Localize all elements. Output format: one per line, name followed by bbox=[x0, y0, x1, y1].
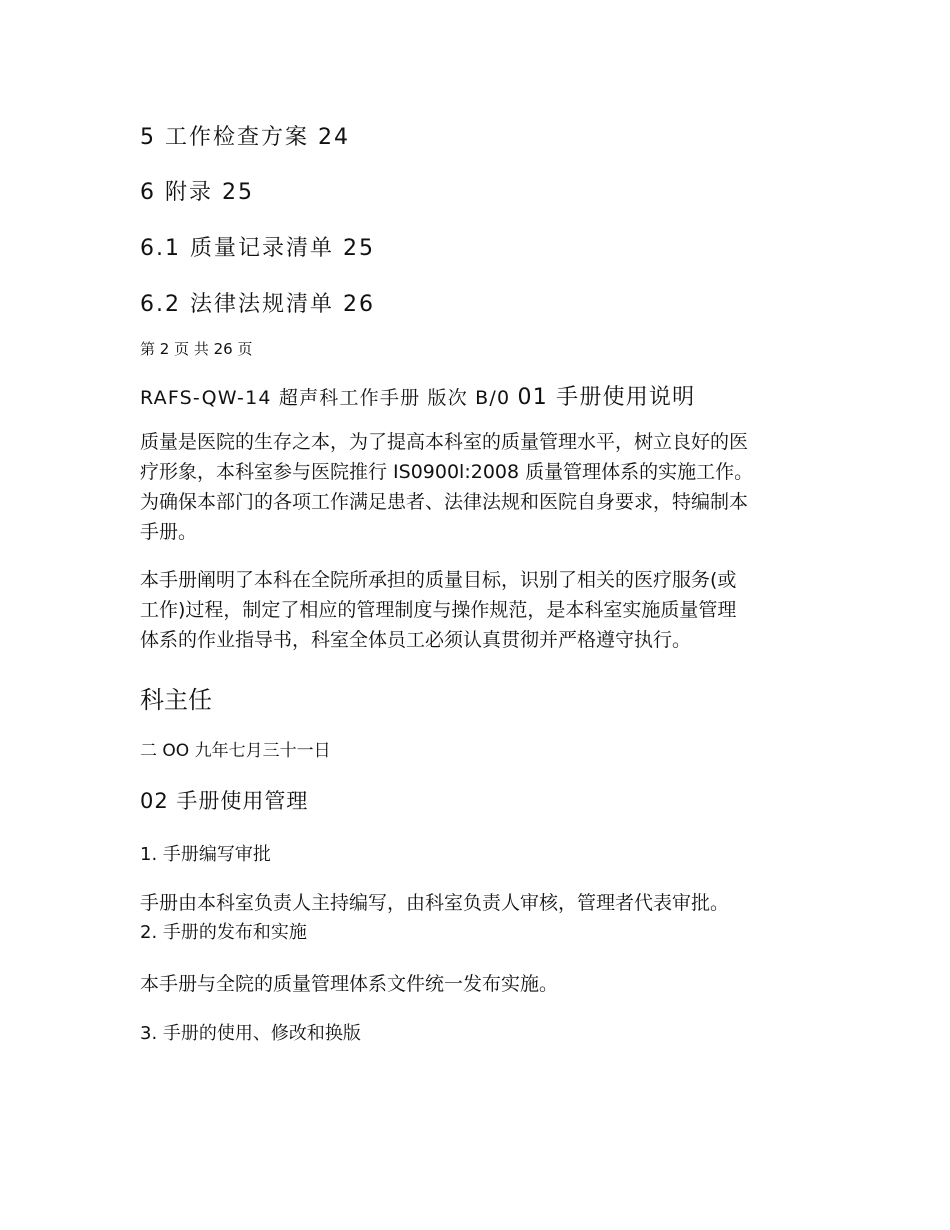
toc-entry-work-inspection: 5 工作检查方案 24 bbox=[140, 125, 350, 150]
toc-entry-appendix: 6 附录 25 bbox=[140, 180, 254, 205]
signer: 科主任 bbox=[140, 686, 212, 714]
section-title-usage: 01 手册使用说明 bbox=[517, 385, 696, 410]
paragraph-line: 疗形象，本科室参与医院推行 IS0900l:2008 质量管理体系的实施工作。 bbox=[140, 461, 754, 483]
section-title-management: 02 手册使用管理 bbox=[140, 789, 309, 813]
doc-header bbox=[140, 380, 695, 411]
paragraph-line: 工作)过程，制定了相应的管理制度与操作规范，是本科室实施质量管理 bbox=[140, 599, 737, 621]
toc-entry-quality-records: 6.1 质量记录清单 25 bbox=[140, 236, 375, 261]
intro-paragraph-1 bbox=[140, 427, 812, 547]
item-2-title: 2. 手册的发布和实施 bbox=[140, 922, 307, 943]
item-3-title: 3. 手册的使用、修改和换版 bbox=[140, 1023, 361, 1044]
toc-entry-regulations: 6.2 法律法规清单 26 bbox=[140, 292, 375, 317]
doc-code-title: RAFS-QW-14 超声科工作手册 版次 B/0 bbox=[140, 387, 511, 409]
paragraph-line: 手册。 bbox=[140, 521, 198, 543]
paragraph-line: 为确保本部门的各项工作满足患者、法律法规和医院自身要求，特编制本 bbox=[140, 491, 749, 513]
item-1-title: 1. 手册编写审批 bbox=[140, 844, 271, 865]
item-2-text: 本手册与全院的质量管理体系文件统一发布实施。 bbox=[140, 973, 559, 995]
sign-date: 二 OO 九年七月三十一日 bbox=[140, 741, 331, 761]
intro-paragraph-2 bbox=[140, 565, 812, 655]
paragraph-line: 质量是医院的生存之本，为了提高本科室的质量管理水平，树立良好的医 bbox=[140, 431, 749, 453]
item-1-text: 手册由本科室负责人主持编写，由科室负责人审核，管理者代表审批。 bbox=[140, 892, 730, 914]
paragraph-line: 体系的作业指导书，科室全体员工必须认真贯彻并严格遵守执行。 bbox=[140, 629, 692, 651]
paragraph-line: 本手册阐明了本科在全院所承担的质量目标，识别了相关的医疗服务(或 bbox=[140, 569, 737, 591]
page-indicator: 第 2 页 共 26 页 bbox=[140, 340, 253, 358]
document-page bbox=[140, 0, 820, 1230]
